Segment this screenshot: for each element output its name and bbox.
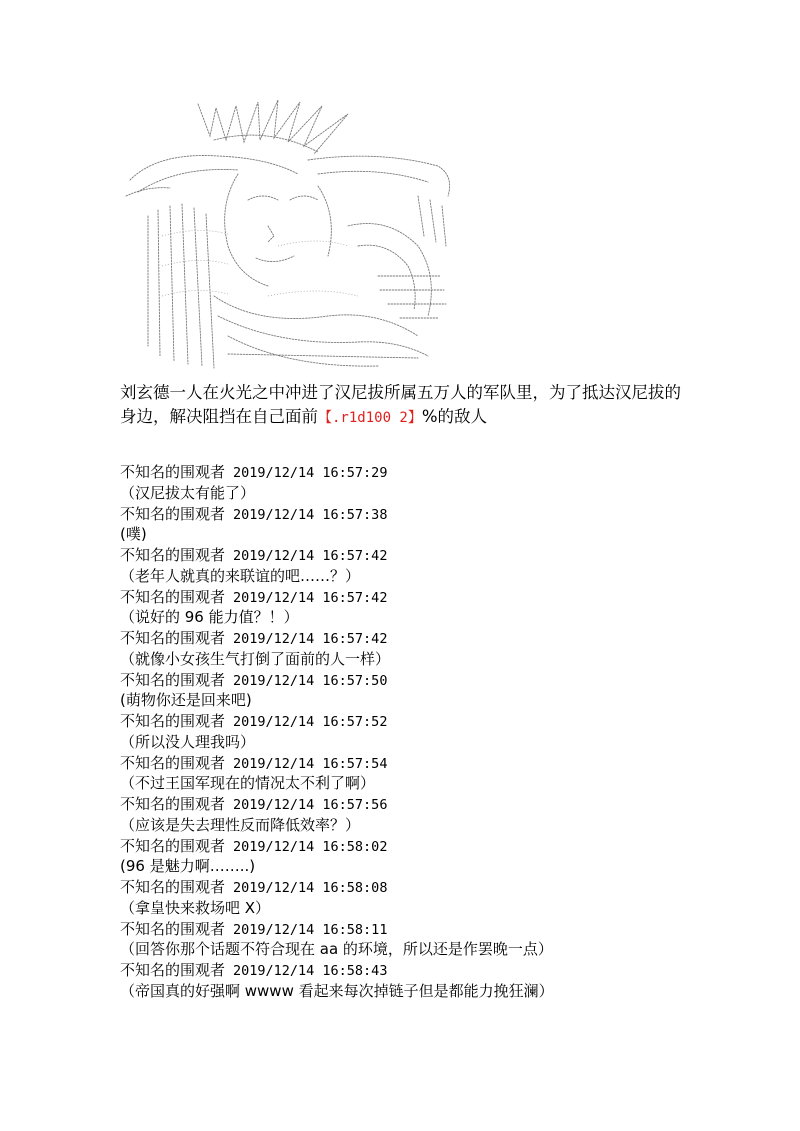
comment-item [120, 628, 720, 670]
comment-item [120, 587, 720, 629]
comment-meta [120, 587, 720, 608]
comment-timestamp: 2019/12/14 16:57:56 [233, 797, 388, 813]
comment-item [120, 919, 720, 961]
comment-timestamp: 2019/12/14 16:58:11 [233, 921, 388, 938]
comment-meta [120, 545, 720, 566]
comment-author: 不知名的围观者 [120, 587, 226, 606]
comment-author: 不知名的围观者 [120, 836, 226, 855]
comment-author: 不知名的围观者 [120, 504, 226, 523]
comment-meta [120, 711, 720, 732]
comment-timestamp: 2019/12/14 16:57:42 [233, 548, 388, 564]
comment-text: （回答你那个话题不符合现在 aa 的环境，所以还是作罢晚一点） [120, 940, 553, 958]
comment-item [120, 877, 720, 919]
comment-text: (96 是魅力啊……..) [120, 857, 256, 875]
comment-author: 不知名的围观者 [120, 795, 226, 813]
narration-text: 刘玄德一人在火光之中冲进了汉尼拔所属五万人的军队里，为了抵达汉尼拔的身边，解决阻挡在自己面前 [120, 383, 681, 426]
comment-timestamp: 2019/12/14 16:57:42 [233, 589, 388, 606]
comment-list [120, 462, 720, 1002]
comment-item [120, 545, 720, 587]
comment-timestamp: 2019/12/14 16:58:02 [233, 838, 388, 855]
comment-timestamp: 2019/12/14 16:57:29 [233, 465, 388, 481]
comment-text: (噗) [120, 525, 147, 543]
comment-meta [120, 504, 720, 525]
comment-text: （拿皇快来救场吧 X） [120, 898, 271, 917]
comment-item [120, 711, 720, 753]
comment-item [120, 462, 720, 504]
comment-timestamp: 2019/12/14 16:58:43 [233, 963, 388, 979]
comment-author: 不知名的围观者 [120, 629, 226, 647]
comment-timestamp: 2019/12/14 16:57:54 [233, 755, 388, 772]
comment-timestamp: 2019/12/14 16:57:42 [233, 631, 388, 647]
comment-text: （说好的 96 能力值？！） [120, 608, 299, 626]
comment-text: （老年人就真的来联谊的吧……？） [120, 566, 361, 585]
comment-author: 不知名的围观者 [120, 546, 226, 564]
comment-author: 不知名的围观者 [120, 919, 226, 938]
comment-meta [120, 670, 720, 691]
comment-meta [120, 462, 720, 483]
comment-text: （应该是失去理性反而降低效率？） [120, 815, 361, 834]
comment-text: （所以没人理我吗） [120, 732, 256, 751]
comment-author: 不知名的围观者 [120, 878, 226, 896]
comment-meta [120, 794, 720, 815]
comment-item [120, 836, 720, 878]
comment-author: 不知名的围观者 [120, 961, 226, 979]
comment-text: （汉尼拔太有能了） [120, 483, 256, 502]
comment-item [120, 504, 720, 546]
comment-timestamp: 2019/12/14 16:57:50 [233, 672, 388, 689]
comment-timestamp: 2019/12/14 16:58:08 [233, 880, 388, 896]
comment-text: (萌物你还是回来吧) [120, 691, 252, 709]
comment-meta [120, 877, 720, 898]
comment-meta [120, 919, 720, 940]
comment-text: （不过王国军现在的情况太不利了啊） [120, 774, 376, 792]
comment-item [120, 960, 720, 1002]
comment-item [120, 670, 720, 712]
comment-author: 不知名的围观者 [120, 463, 226, 481]
comment-author: 不知名的围观者 [120, 753, 226, 772]
comment-author: 不知名的围观者 [120, 670, 226, 689]
comment-meta [120, 753, 720, 774]
dice-roll-command: 【.r1d100 2】 [318, 410, 422, 426]
comment-text: （就像小女孩生气打倒了面前的人一样） [120, 649, 391, 668]
narration-paragraph [120, 381, 690, 430]
comment-item [120, 753, 720, 795]
comment-timestamp: 2019/12/14 16:57:38 [233, 506, 388, 523]
comment-timestamp: 2019/12/14 16:57:52 [233, 714, 388, 730]
comment-meta [120, 960, 720, 981]
comment-author: 不知名的围观者 [120, 712, 226, 730]
ascii-art-illustration [118, 96, 463, 378]
comment-item [120, 794, 720, 836]
narration-text-end: %的敌人 [421, 407, 488, 426]
comment-meta [120, 836, 720, 857]
comment-text: （帝国真的好强啊 wwww 看起来每次掉链子但是都能力挽狂澜） [120, 981, 554, 1000]
comment-meta [120, 628, 720, 649]
